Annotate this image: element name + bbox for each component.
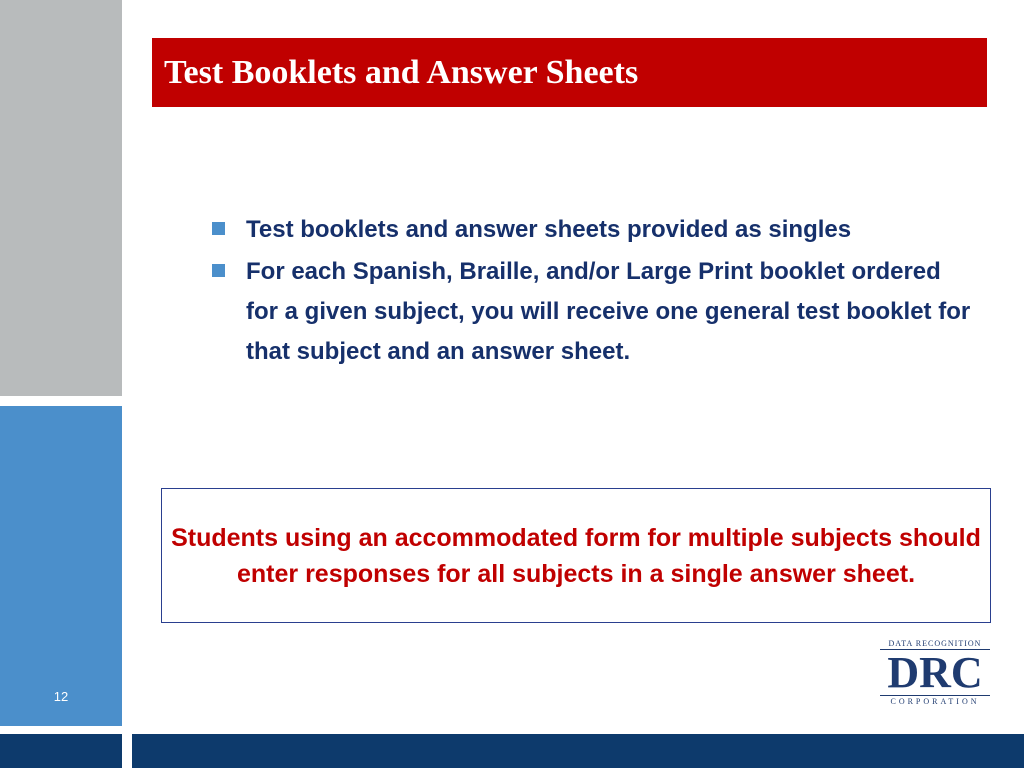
callout-text: Students using an accommodated form for multiple subjects should enter responses for all subjects in a single answer sheet.: [171, 523, 981, 588]
logo-main-text: DRC: [887, 648, 983, 697]
footer-bar-left: [0, 734, 122, 768]
title-bar: [152, 38, 987, 107]
sidebar-gray-panel: [0, 0, 122, 396]
bullet-item: [212, 252, 972, 372]
bullet-text: For each Spanish, Braille, and/or Large Print booklet ordered for a given subject, you will receive one general test booklet for that subject and an answer sheet.: [246, 258, 971, 365]
slide-title: Test Booklets and Answer Sheets: [164, 54, 639, 91]
footer-bar-right: [132, 734, 1024, 768]
bullet-list: [212, 210, 972, 374]
callout-box: [161, 488, 991, 623]
bullet-text: Test booklets and answer sheets provided as singles: [246, 216, 852, 243]
sidebar-blue-panel: [0, 406, 122, 726]
logo-bottom-text: CORPORATION: [880, 695, 990, 707]
square-bullet-icon: [212, 222, 225, 235]
bullet-item: [212, 210, 972, 250]
logo-top-text: DATA RECOGNITION: [880, 638, 990, 650]
drc-logo: [880, 638, 990, 708]
square-bullet-icon: [212, 264, 225, 277]
page-number: 12: [53, 689, 69, 704]
